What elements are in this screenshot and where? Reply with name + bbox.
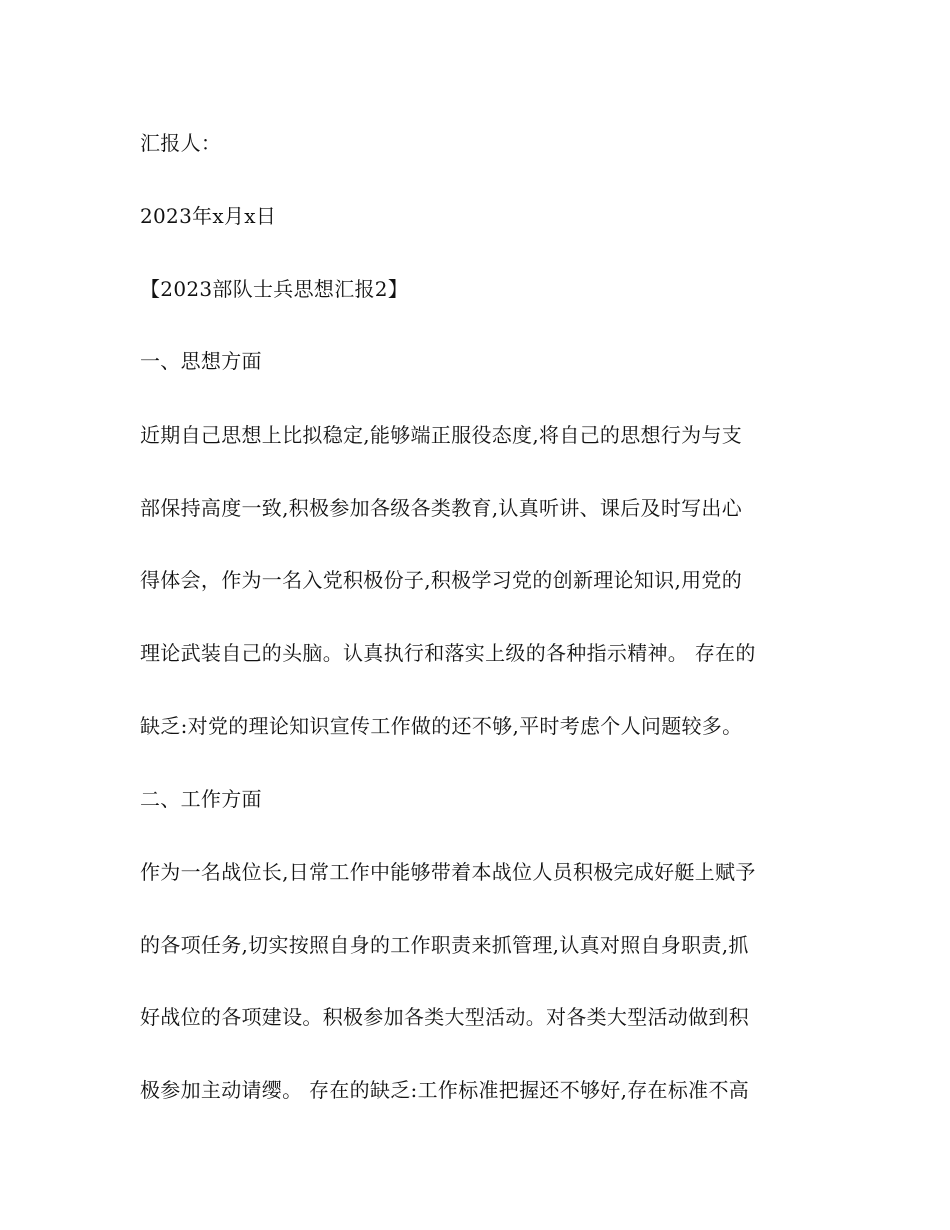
heading-thought: 一、思想方面 [140, 349, 262, 373]
paragraph-line: 近期自己思想上比拟稳定,能够端正服役态度,将自己的思想行为与支 [140, 423, 743, 447]
paragraph-line: 好战位的各项建设。积极参加各类大型活动。对各类大型活动做到积 [140, 1005, 749, 1029]
report-date: 2023年x月x日 [140, 204, 277, 228]
heading-work: 二、工作方面 [140, 787, 262, 811]
paragraph-line: 得体会，作为一名入党积极份子,积极学习党的创新理论知识,用党的 [140, 568, 743, 592]
paragraph-line: 理论武装自己的头脑。认真执行和落实上级的各种指示精神。 存在的 [140, 641, 756, 665]
paragraph-line: 的各项任务,切实按照自身的工作职责来抓管理,认真对照自身职责,抓 [140, 933, 749, 957]
reporter-label: 汇报人： [140, 131, 222, 155]
section-title: 【2023部队士兵思想汇报2】 [140, 277, 409, 301]
paragraph-line: 部保持高度一致,积极参加各级各类教育,认真听讲、课后及时写出心 [140, 496, 743, 520]
paragraph-line: 缺乏:对党的理论知识宣传工作做的还不够,平时考虑个人问题较多。 [140, 714, 743, 738]
paragraph-line: 极参加主动请缨。 存在的缺乏:工作标准把握还不够好,存在标准不高 [140, 1078, 750, 1102]
paragraph-line: 作为一名战位长,日常工作中能够带着本战位人员积极完成好艇上赋予 [140, 860, 756, 884]
